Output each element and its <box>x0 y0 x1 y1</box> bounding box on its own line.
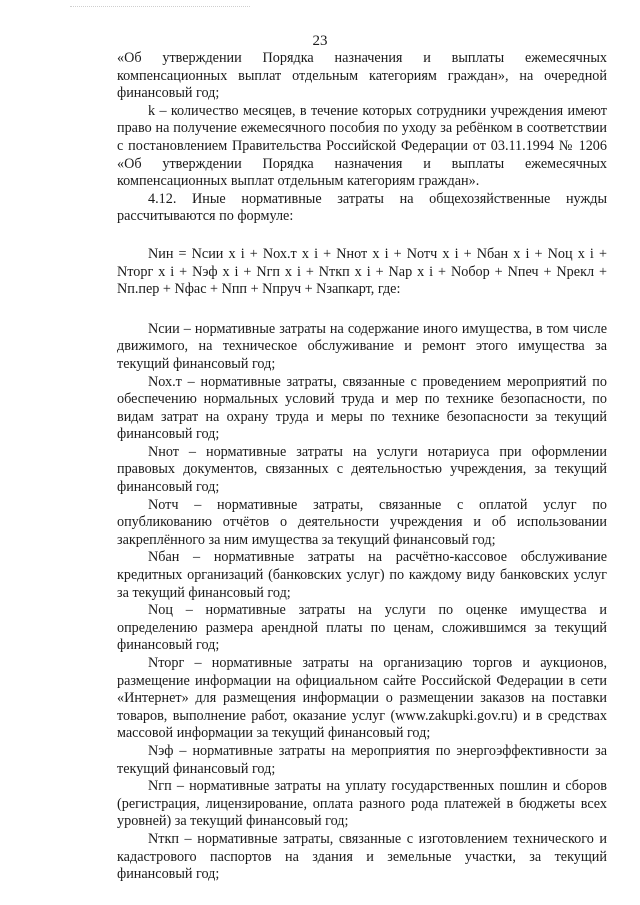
formula: Nин = Nсии х i + Nох.т х i + Nнот х i + Nотч х i + Nбан х i + Nоц х i + Nторг х i + Nэф х i + Nгп х i + Nткп х i + Nар х i + Nобор + Nпеч + Nрекл + Nп.пер + Nфас + Nпп + Nпруч + Nзапкарт, где: <box>117 245 607 298</box>
paragraph-k-definition: k – количество месяцев, в течение которых сотрудники учреждения имеют право на получение ежемесячного пособия по уходу за ребёнком в соответствии с постановлением Правительства Российской Федерации от 03.11.1994 № 1206 «Об утверждении Порядка назначения и выплаты ежемесячных компенсационных выплат отдельным категориям граждан». <box>117 102 607 190</box>
definition-item: Nторг – нормативные затраты на организацию торгов и аукционов, размещение информации на официальном сайте Российской Федерации в сети «Интернет» для размещения информации о размещении заказов на поставки товаров, выполнение работ, оказание услуг (www.zakupki.gov.ru) и в средствах массовой информации за текущий финансовый год; <box>117 655 607 742</box>
document-body <box>117 50 607 884</box>
definition-item: Nсии – нормативные затраты на содержание иного имущества, в том числе движимого, на техническое обслуживание и ремонт этого имущества за текущий финансовый год; <box>117 320 607 372</box>
paragraph-section-4-12: 4.12. Иные нормативные затраты на общехозяйственные нужды рассчитываются по формуле: <box>117 190 607 225</box>
page-number: 23 <box>312 33 328 49</box>
definition-item: Nэф – нормативные затраты на мероприятия по энергоэффективности за текущий финансовый год; <box>117 742 607 777</box>
definition-item: Nоц – нормативные затраты на услуги по оценке имущества и определению размера арендной платы по ценам, сложившимся за текущий финансовый год; <box>117 602 607 654</box>
definition-item: Nткп – нормативные затраты, связанные с изготовлением технического и кадастрового паспортов на здания и земельные участки, за текущий финансовый год; <box>117 830 607 883</box>
definition-item: Nбан – нормативные затраты на расчётно-кассовое обслуживание кредитных организаций (банковских услуг) по каждому виду банковских услуг за текущий финансовый год; <box>117 549 607 601</box>
definition-item: Nотч – нормативные затраты, связанные с оплатой услуг по опубликованию отчётов о деятельности учреждения и об использовании закреплённого за ним имущества за текущий финансовый год; <box>117 496 607 548</box>
paragraph-continuation: «Об утверждении Порядка назначения и выплаты ежемесячных компенсационных выплат отдельным категориям граждан», на очередной финансовый год; <box>117 50 607 102</box>
definition-item: Nнот – нормативные затраты на услуги нотариуса при оформлении правовых документов, связанных с деятельностью учреждения, за текущий финансовый год; <box>117 443 607 496</box>
scan-artifact <box>70 6 250 11</box>
definition-item: Nгп – нормативные затраты на уплату государственных пошлин и сборов (регистрация, лицензирование, оплата разного рода платежей в бюджеты всех уровней) за текущий финансовый год; <box>117 778 607 830</box>
definition-item: Nох.т – нормативные затраты, связанные с проведением мероприятий по обеспечению нормальных условий труда и мер по технике безопасности, по видам затрат на охрану труда и меры по технике безопасности за текущий финансовый год; <box>117 373 607 443</box>
